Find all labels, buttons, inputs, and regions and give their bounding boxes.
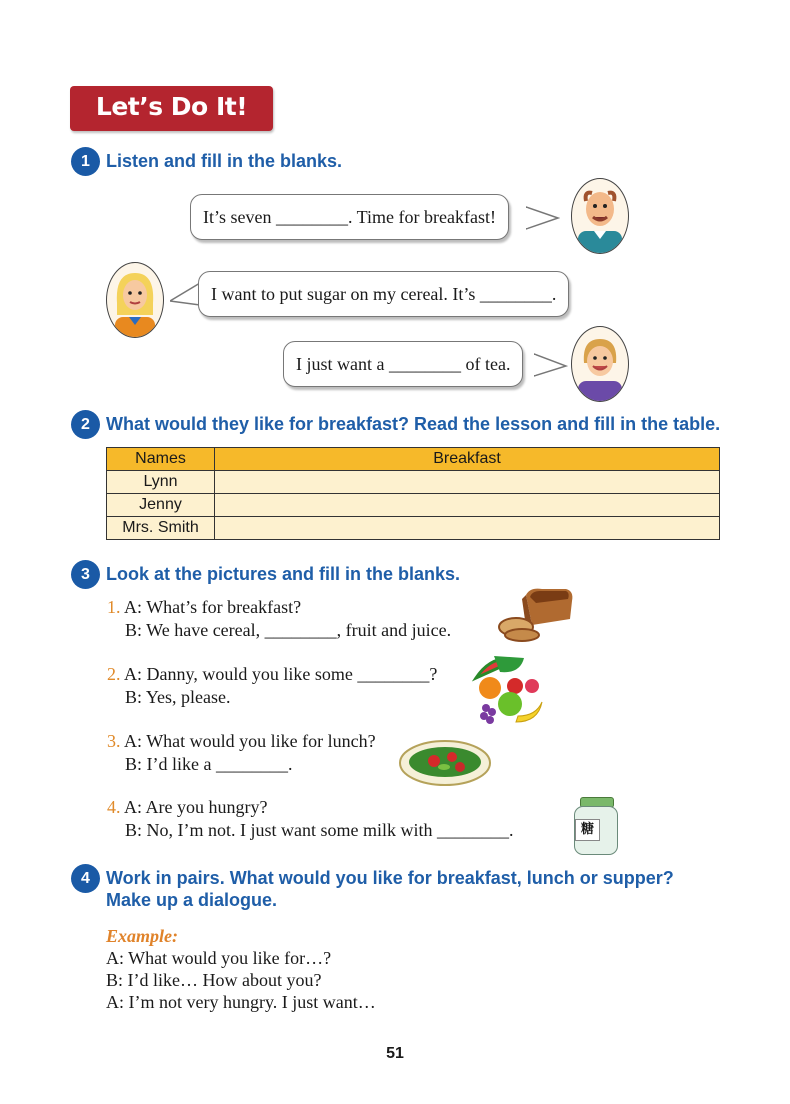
item-number: 2. <box>107 664 121 684</box>
table-cell-name: Lynn <box>107 471 215 494</box>
table-cell-name: Jenny <box>107 494 215 517</box>
item-number: 4. <box>107 797 121 817</box>
item-number: 3. <box>107 731 121 751</box>
woman-avatar <box>571 326 629 402</box>
speech-bubble-tail <box>534 352 568 378</box>
section-title-line: Work in pairs. What would you like for breakfast, lunch or supper? <box>106 868 674 888</box>
speech-bubble-3: I just want a ________ of tea. <box>283 341 523 387</box>
table-row <box>107 471 720 494</box>
table-header-row <box>107 448 720 471</box>
column-header-names: Names <box>107 448 215 471</box>
page-number: 51 <box>386 1045 404 1062</box>
section-title: What would they like for breakfast? Read the lesson and fill in the table. <box>106 414 721 434</box>
exercise-item-2 <box>107 663 437 709</box>
section-title: Listen and fill in the blanks. <box>106 151 343 171</box>
item-question: A: What’s for breakfast? <box>124 597 302 617</box>
section-title: Look at the pictures and fill in the blanks. <box>106 564 461 584</box>
exercise-item-1 <box>107 596 451 642</box>
speech-bubble-2: I want to put sugar on my cereal. It’s ________. <box>198 271 569 317</box>
item-number: 1. <box>107 597 121 617</box>
man-avatar <box>571 178 629 254</box>
speech-bubble-tail <box>170 281 200 307</box>
item-answer: B: Yes, please. <box>125 687 231 707</box>
dialogue-line: A: I’m not very hungry. I just want… <box>106 992 376 1012</box>
table-cell-breakfast[interactable] <box>215 517 720 540</box>
section-number: 1 <box>71 147 100 176</box>
item-question: A: Danny, would you like some ________? <box>124 664 438 684</box>
breakfast-table <box>106 447 720 540</box>
section-title <box>106 867 674 911</box>
item-answer: B: No, I’m not. I just want some milk with ________. <box>125 820 514 840</box>
table-row <box>107 494 720 517</box>
section-banner <box>70 86 273 131</box>
item-question: A: What would you like for lunch? <box>124 731 376 751</box>
item-answer: B: We have cereal, ________, fruit and juice. <box>125 620 452 640</box>
dialogue-line: A: What would you like for…? <box>106 948 332 968</box>
table-cell-breakfast[interactable] <box>215 494 720 517</box>
section-number: 2 <box>71 410 100 439</box>
girl-avatar <box>106 262 164 338</box>
bread-picture <box>496 585 576 643</box>
item-question: A: Are you hungry? <box>124 797 268 817</box>
salad-picture <box>398 737 492 789</box>
section-number: 4 <box>71 864 100 893</box>
column-header-breakfast: Breakfast <box>215 448 720 471</box>
item-answer: B: I’d like a ________. <box>125 754 293 774</box>
jar-label: 糖 <box>575 819 600 841</box>
exercise-item-3 <box>107 730 376 776</box>
section-title-line: Make up a dialogue. <box>106 890 278 910</box>
example-dialogue <box>106 925 376 1013</box>
table-cell-name: Mrs. Smith <box>107 517 215 540</box>
section-number: 3 <box>71 560 100 589</box>
speech-bubble-tail <box>526 205 560 231</box>
banner-title: Let’s Do It! <box>95 92 248 121</box>
exercise-item-4 <box>107 796 514 842</box>
dialogue-line: B: I’d like… How about you? <box>106 970 322 990</box>
example-label: Example: <box>106 926 178 946</box>
sugar-jar-picture <box>573 797 619 855</box>
speech-bubble-1: It’s seven ________. Time for breakfast! <box>190 194 509 240</box>
table-row <box>107 517 720 540</box>
fruit-picture <box>470 650 550 730</box>
table-cell-breakfast[interactable] <box>215 471 720 494</box>
